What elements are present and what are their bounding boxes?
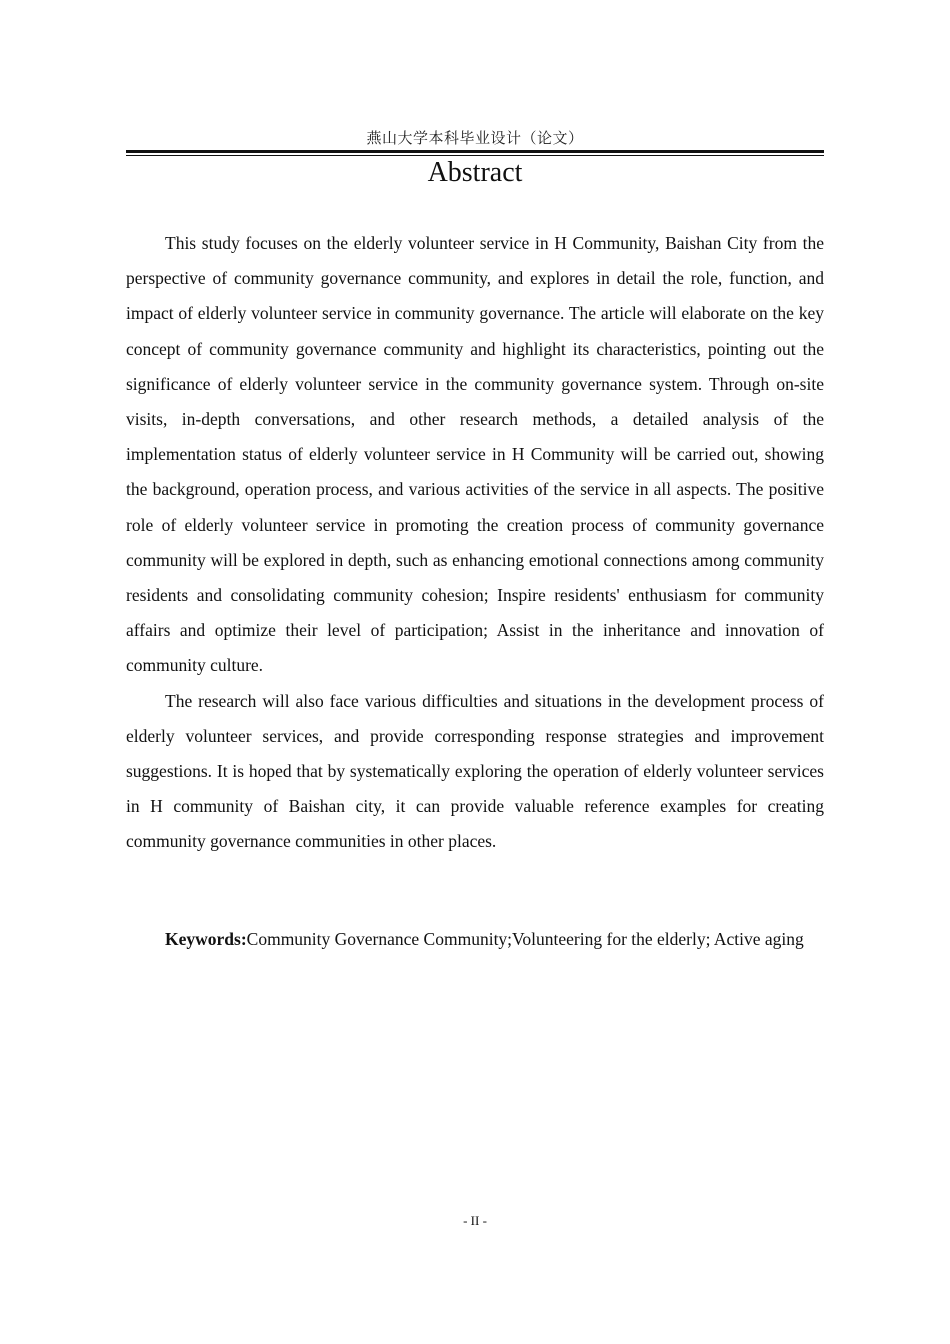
keywords-text: Community Governance Community;Volunteering for the elderly; Active aging	[246, 929, 804, 949]
abstract-paragraph-1: This study focuses on the elderly volunteer service in H Community, Baishan City from the perspective of community governance community, and explores in detail the role, function, and impact of elderly volunteer service in community governance. The article will elaborate on the key concept of community governance community and highlight its characteristics, pointing out the significance of elderly volunteer service in the community governance system. Through on-site visits, in-depth conversations, and other research methods, a detailed analysis of the implementation status of elderly volunteer service in H Community will be carried out, showing the background, operation process, and various activities of the service in all aspects. The positive role of elderly volunteer service in promoting the creation process of community governance community will be explored in depth, such as enhancing emotional connections among community residents and consolidating community cohesion; Inspire residents' enthusiasm for community affairs and optimize their level of participation; Assist in the inheritance and innovation of community culture.	[126, 233, 824, 676]
keywords-line	[126, 922, 824, 957]
running-header: 燕山大学本科毕业设计（论文）	[366, 131, 584, 147]
abstract-title: Abstract	[427, 157, 523, 188]
header-rule-thick	[126, 150, 824, 153]
keywords-label: Keywords:	[165, 929, 247, 949]
abstract-body	[126, 226, 824, 860]
page-number: - II -	[463, 1213, 487, 1228]
abstract-paragraph-2: The research will also face various difficulties and situations in the development process of elderly volunteer services, and provide corresponding response strategies and improvement suggestions. It is hoped that by systematically exploring the operation of elderly volunteer services in H community of Baishan city, it can provide valuable reference examples for creating community governance communities in other places.	[126, 690, 824, 852]
